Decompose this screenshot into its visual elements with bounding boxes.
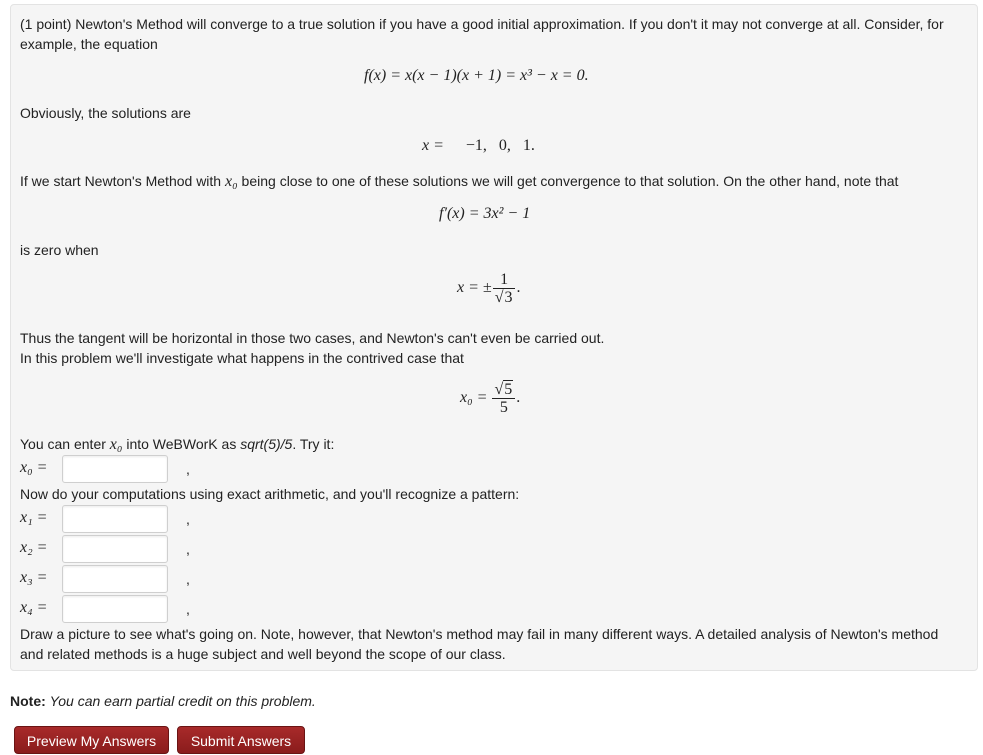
enter-text-a: You can enter — [20, 436, 110, 452]
compute-text: Now do your computations using exact arithmetic, and you'll recognize a pattern: — [20, 486, 520, 502]
eq5-lhs: x₀ = — [460, 389, 488, 407]
start-text-a: If we start Newton's Method with — [20, 173, 225, 189]
note-label: Note: — [10, 693, 46, 709]
answer-label-x1: x₁ = — [20, 509, 48, 526]
eq4-den: 3 — [504, 289, 513, 306]
submit-answers-button[interactable]: Submit Answers — [177, 726, 305, 754]
answer-comma: , — [186, 541, 190, 557]
problem-panel — [10, 4, 978, 671]
solutions-text: Obviously, the solutions are — [20, 105, 191, 121]
eq4-lhs: x = ± — [457, 279, 492, 297]
tangent-line-1: Thus the tangent will be horizontal in those two cases, and Newton's can't even be carried out. — [20, 330, 605, 346]
preview-answers-button[interactable]: Preview My Answers — [14, 726, 169, 754]
eq5-num: 5 — [504, 381, 513, 398]
enter-text-b: into WeBWorK as — [122, 436, 241, 452]
enter-text-var: x₀ — [109, 436, 123, 453]
eq5-den: 5 — [499, 399, 508, 416]
answer-comma: , — [186, 511, 190, 527]
answer-input-x1[interactable] — [62, 505, 168, 533]
zero-text: is zero when — [20, 242, 99, 258]
partial-credit-note — [10, 693, 316, 709]
enter-text — [20, 434, 334, 455]
equation-f: f(x) = x(x − 1)(x + 1) = x³ − x = 0. — [364, 67, 589, 84]
answer-label-x2: x₂ = — [20, 539, 48, 556]
start-text-b: being close to one of these solutions we will get convergence to that solution. On the other hand, note that — [237, 173, 899, 189]
start-text — [20, 171, 898, 192]
equation-x0: x₀ = $\frac{√5}{5}$ . — [460, 381, 521, 416]
answer-comma: , — [186, 461, 190, 477]
equation-critical-points: x = ± $\frac{1}{√3}$ . — [457, 271, 521, 306]
answer-input-x0[interactable] — [62, 455, 168, 483]
start-text-var: x₀ — [224, 173, 238, 190]
answer-label-x0: x₀ = — [20, 459, 48, 476]
answer-input-x4[interactable] — [62, 595, 168, 623]
enter-text-c: . Try it: — [292, 436, 335, 452]
answer-input-x2[interactable] — [62, 535, 168, 563]
answer-comma: , — [186, 571, 190, 587]
intro-line-1: (1 point) Newton's Method will converge to a true solution if you have a good initial approximation. If you don't it may not converge at all. Consider, for — [20, 16, 944, 32]
answer-comma: , — [186, 601, 190, 617]
equation-fprime: f′(x) = 3x² − 1 — [439, 205, 531, 222]
eq2-vals: −1, 0, 1. — [465, 137, 535, 154]
intro-line-2: example, the equation — [20, 36, 158, 52]
eq4-num: 1 — [493, 271, 516, 289]
tangent-line-2: In this problem we'll investigate what happens in the contrived case that — [20, 350, 464, 366]
enter-text-code: sqrt(5)/5 — [240, 436, 293, 452]
answer-label-x3: x₃ = — [20, 569, 48, 586]
answer-input-x3[interactable] — [62, 565, 168, 593]
answer-label-x4: x₄ = — [20, 599, 48, 616]
draw-line-1: Draw a picture to see what's going on. Note, however, that Newton's method may fail in many different ways. A detailed analysis of Newton's method — [20, 626, 939, 642]
equation-solutions — [422, 137, 535, 155]
note-text: You can earn partial credit on this problem. — [49, 693, 316, 709]
eq2-lhs: x = — [422, 137, 444, 154]
draw-line-2: and related methods is a huge subject and well beyond the scope of our class. — [20, 646, 506, 662]
